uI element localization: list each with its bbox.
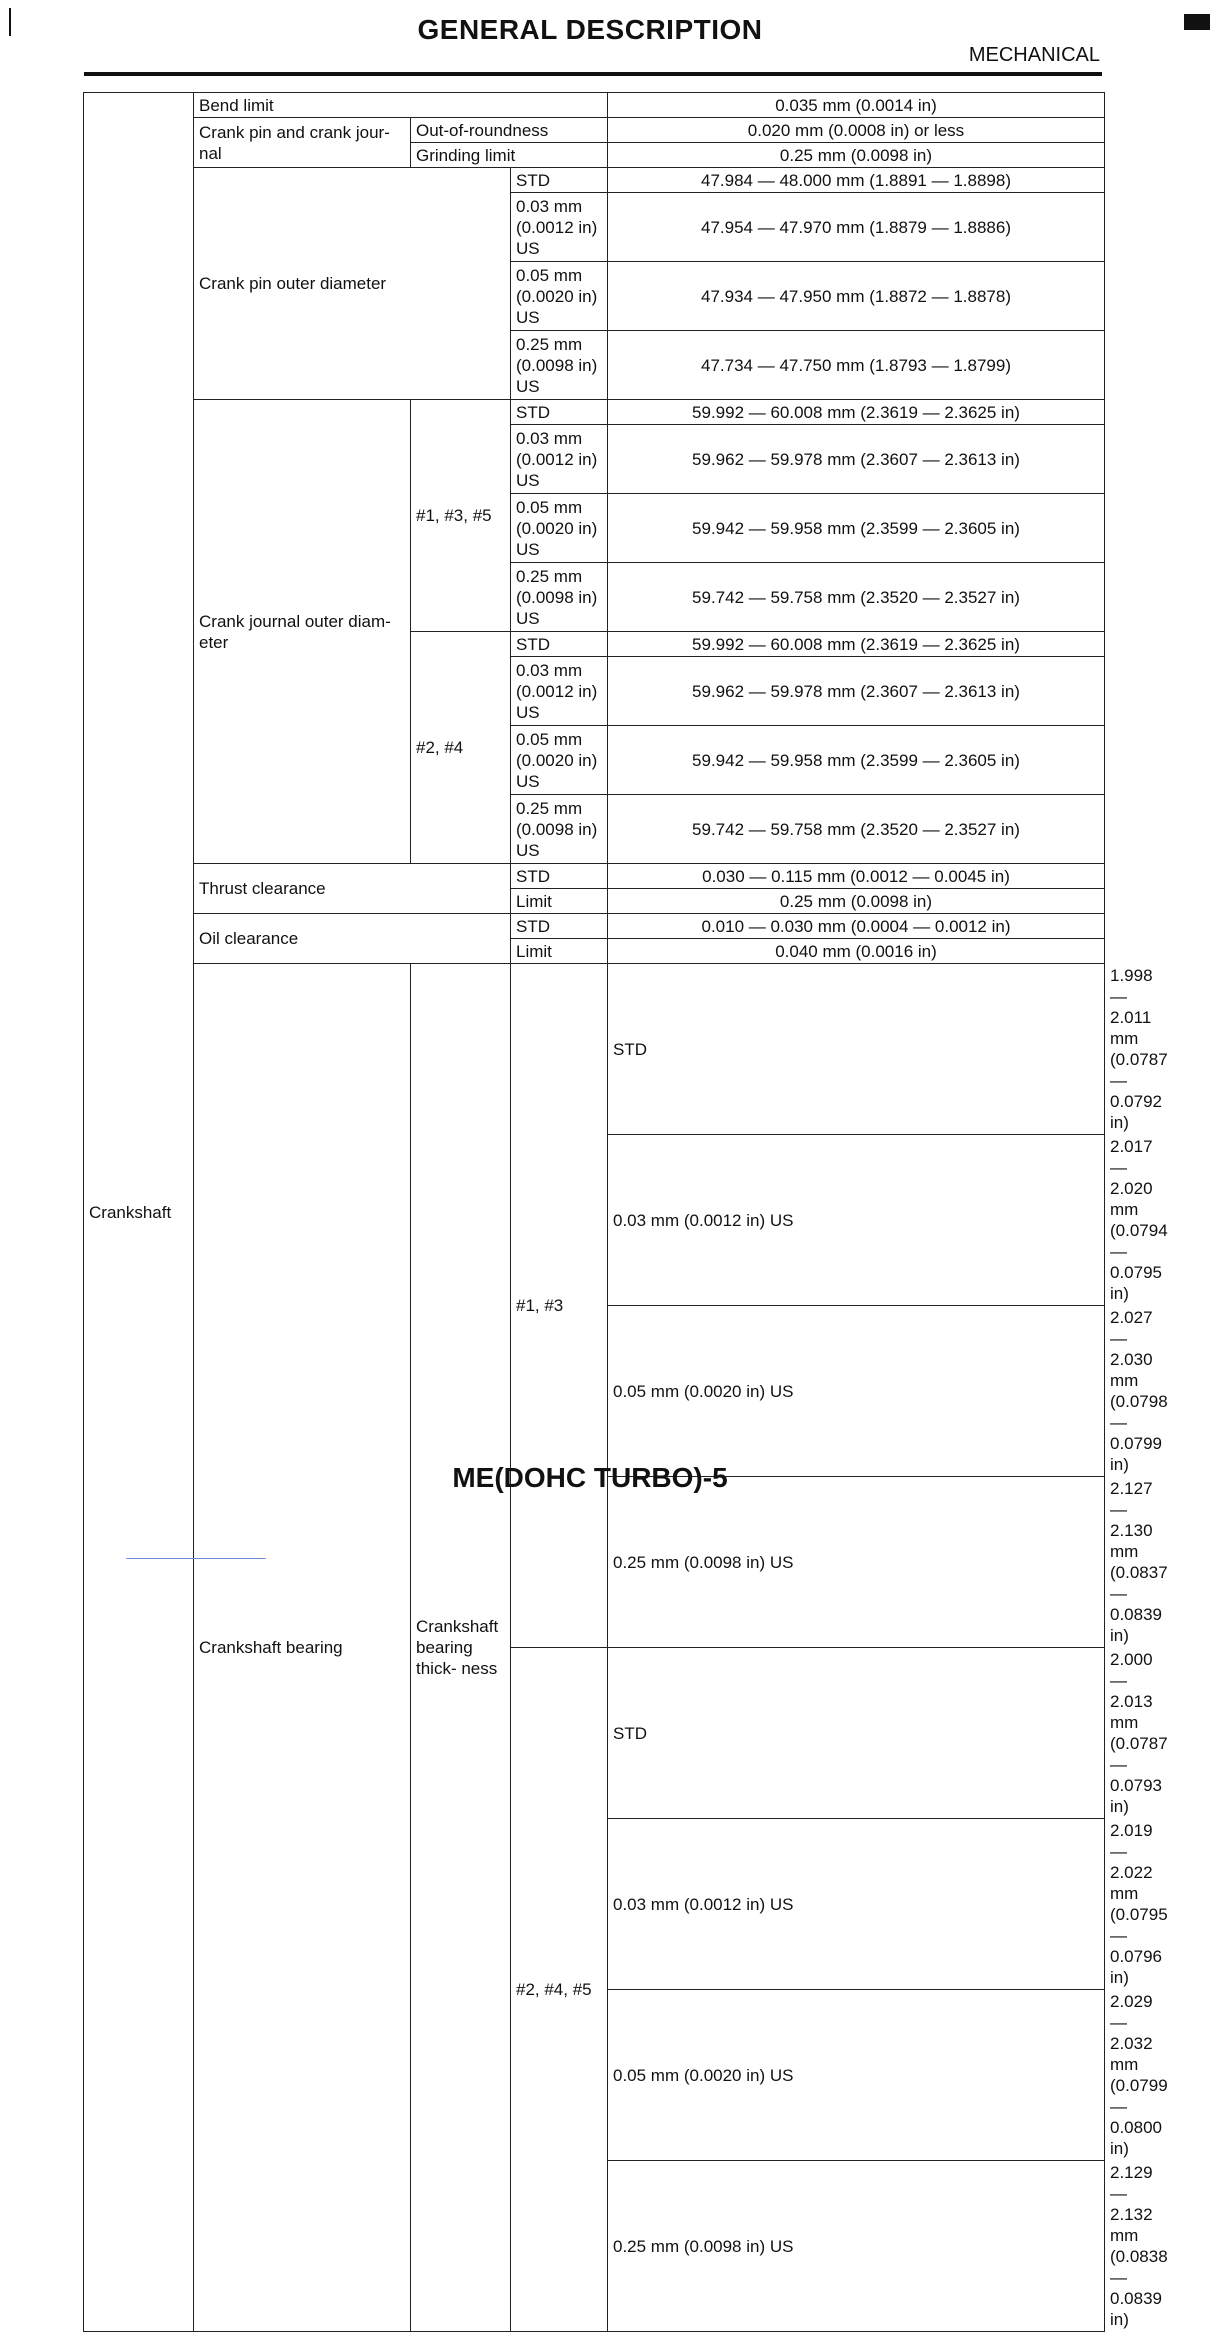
- category-crankshaft-bearing: Crankshaft bearing: [194, 964, 411, 2332]
- table-row: Crankshaft bearing Crankshaft bearing thick- ness #1, #3 STD 1.998 — 2.011 mm (0.0787 — 0.0792 in): [84, 964, 1105, 1135]
- value-cell: 0.010 — 0.030 mm (0.0004 — 0.0012 in): [608, 914, 1105, 939]
- table-row: 0.25 mm (0.0098 in) US 2.129 — 2.132 mm (0.0838 — 0.0839 in): [84, 2161, 1105, 2332]
- value-cell: 47.984 — 48.000 mm (1.8891 — 1.8898): [608, 168, 1105, 193]
- category-crankshaft: Crankshaft: [84, 93, 194, 2332]
- level-cell: 0.03 mm (0.0012 in) US: [511, 193, 608, 262]
- bearing-group-2-4-5: #2, #4, #5: [511, 1648, 608, 2332]
- table-row: [84, 168, 1105, 193]
- level-cell: 0.25 mm (0.0098 in) US: [511, 563, 608, 632]
- value-cell: 59.992 — 60.008 mm (2.3619 — 2.3625 in): [608, 400, 1105, 425]
- bearing-group-1-3: #1, #3: [511, 964, 608, 1648]
- level-cell: 0.05 mm (0.0020 in) US: [511, 262, 608, 331]
- value-cell: 59.962 — 59.978 mm (2.3607 — 2.3613 in): [608, 425, 1105, 494]
- out-of-roundness-value: 0.020 mm (0.0008 in) or less: [608, 118, 1105, 143]
- table-row: #2, #4, #5 STD 2.000 — 2.013 mm (0.0787 — 0.0793 in): [84, 1648, 1105, 1819]
- value-cell: 59.742 — 59.758 mm (2.3520 — 2.3527 in): [608, 795, 1105, 864]
- header-rule: [84, 72, 1102, 76]
- out-of-roundness-label: Out-of-roundness: [411, 118, 608, 143]
- page-title: GENERAL DESCRIPTION: [417, 14, 763, 45]
- table-row: 0.03 mm (0.0012 in) US 2.019 — 2.022 mm (0.0795 — 0.0796 in): [84, 1819, 1105, 1990]
- value-cell: 59.962 — 59.978 mm (2.3607 — 2.3613 in): [608, 657, 1105, 726]
- level-cell: 0.05 mm (0.0020 in) US: [608, 1306, 1105, 1477]
- level-cell: 0.03 mm (0.0012 in) US: [511, 425, 608, 494]
- oil-clearance-label: Oil clearance: [194, 914, 511, 964]
- grinding-limit-label: Grinding limit: [411, 143, 608, 168]
- level-cell: STD: [608, 1648, 1105, 1819]
- level-cell: 0.25 mm (0.0098 in) US: [608, 2161, 1105, 2332]
- level-cell: STD: [511, 632, 608, 657]
- level-cell: 0.25 mm (0.0098 in) US: [511, 331, 608, 400]
- journal-group-1-3-5: #1, #3, #5: [411, 400, 511, 632]
- grinding-limit-value: 0.25 mm (0.0098 in): [608, 143, 1105, 168]
- page-number: ME(DOHC TURBO)-5: [452, 1462, 728, 1493]
- value-cell: 0.030 — 0.115 mm (0.0012 — 0.0045 in): [608, 864, 1105, 889]
- level-cell: 0.03 mm (0.0012 in) US: [608, 1135, 1105, 1306]
- level-cell: 0.05 mm (0.0020 in) US: [511, 726, 608, 795]
- value-cell: 47.934 — 47.950 mm (1.8872 — 1.8878): [608, 262, 1105, 331]
- spec-table: [83, 92, 1168, 2332]
- bend-limit-label: Bend limit: [194, 93, 608, 118]
- value-cell: 59.742 — 59.758 mm (2.3520 — 2.3527 in): [608, 563, 1105, 632]
- corner-tab-mark: [1184, 14, 1210, 30]
- journal-outer-label: Crank journal outer diam- eter: [194, 400, 411, 864]
- value-cell: 47.954 — 47.970 mm (1.8879 — 1.8886): [608, 193, 1105, 262]
- table-row: [84, 864, 1105, 889]
- level-cell: STD: [608, 964, 1105, 1135]
- value-cell: 0.040 mm (0.0016 in): [608, 939, 1105, 964]
- table-row: 0.03 mm (0.0012 in) US 2.017 — 2.020 mm (0.0794 — 0.0795 in): [84, 1135, 1105, 1306]
- level-cell: 0.03 mm (0.0012 in) US: [511, 657, 608, 726]
- level-cell: STD: [511, 864, 608, 889]
- value-cell: 47.734 — 47.750 mm (1.8793 — 1.8799): [608, 331, 1105, 400]
- table-row: 0.05 mm (0.0020 in) US 2.027 — 2.030 mm (0.0798 — 0.0799 in): [84, 1306, 1105, 1477]
- value-cell: 59.942 — 59.958 mm (2.3599 — 2.3605 in): [608, 726, 1105, 795]
- level-cell: Limit: [511, 939, 608, 964]
- table-row: 0.05 mm (0.0020 in) US 2.029 — 2.032 mm (0.0799 — 0.0800 in): [84, 1990, 1105, 2161]
- level-cell: STD: [511, 400, 608, 425]
- table-row: [84, 93, 1105, 118]
- pin-outer-label: Crank pin outer diameter: [194, 168, 511, 400]
- thrust-clearance-label: Thrust clearance: [194, 864, 511, 914]
- level-cell: 0.05 mm (0.0020 in) US: [511, 494, 608, 563]
- section-label: MECHANICAL: [968, 44, 1100, 66]
- level-cell: 0.03 mm (0.0012 in) US: [608, 1819, 1105, 1990]
- footer-link-underline: [126, 1558, 266, 1559]
- journal-group-2-4: #2, #4: [411, 632, 511, 864]
- level-cell: Limit: [511, 889, 608, 914]
- level-cell: 0.25 mm (0.0098 in) US: [511, 795, 608, 864]
- level-cell: STD: [511, 914, 608, 939]
- pin-journal-label: Crank pin and crank jour- nal: [194, 118, 411, 168]
- table-row: [84, 118, 1105, 143]
- value-cell: 0.25 mm (0.0098 in): [608, 889, 1105, 914]
- level-cell: 0.05 mm (0.0020 in) US: [608, 1990, 1105, 2161]
- level-cell: 0.25 mm (0.0098 in) US: [608, 1477, 1105, 1648]
- bearing-thickness-label: Crankshaft bearing thick- ness: [411, 964, 511, 2332]
- level-cell: STD: [511, 168, 608, 193]
- bend-limit-value: 0.035 mm (0.0014 in): [608, 93, 1105, 118]
- value-cell: 59.942 — 59.958 mm (2.3599 — 2.3605 in): [608, 494, 1105, 563]
- value-cell: 59.992 — 60.008 mm (2.3619 — 2.3625 in): [608, 632, 1105, 657]
- table-row: 0.25 mm (0.0098 in) US 2.127 — 2.130 mm (0.0837 — 0.0839 in): [84, 1477, 1105, 1648]
- table-row: [84, 914, 1105, 939]
- table-row: [84, 400, 1105, 425]
